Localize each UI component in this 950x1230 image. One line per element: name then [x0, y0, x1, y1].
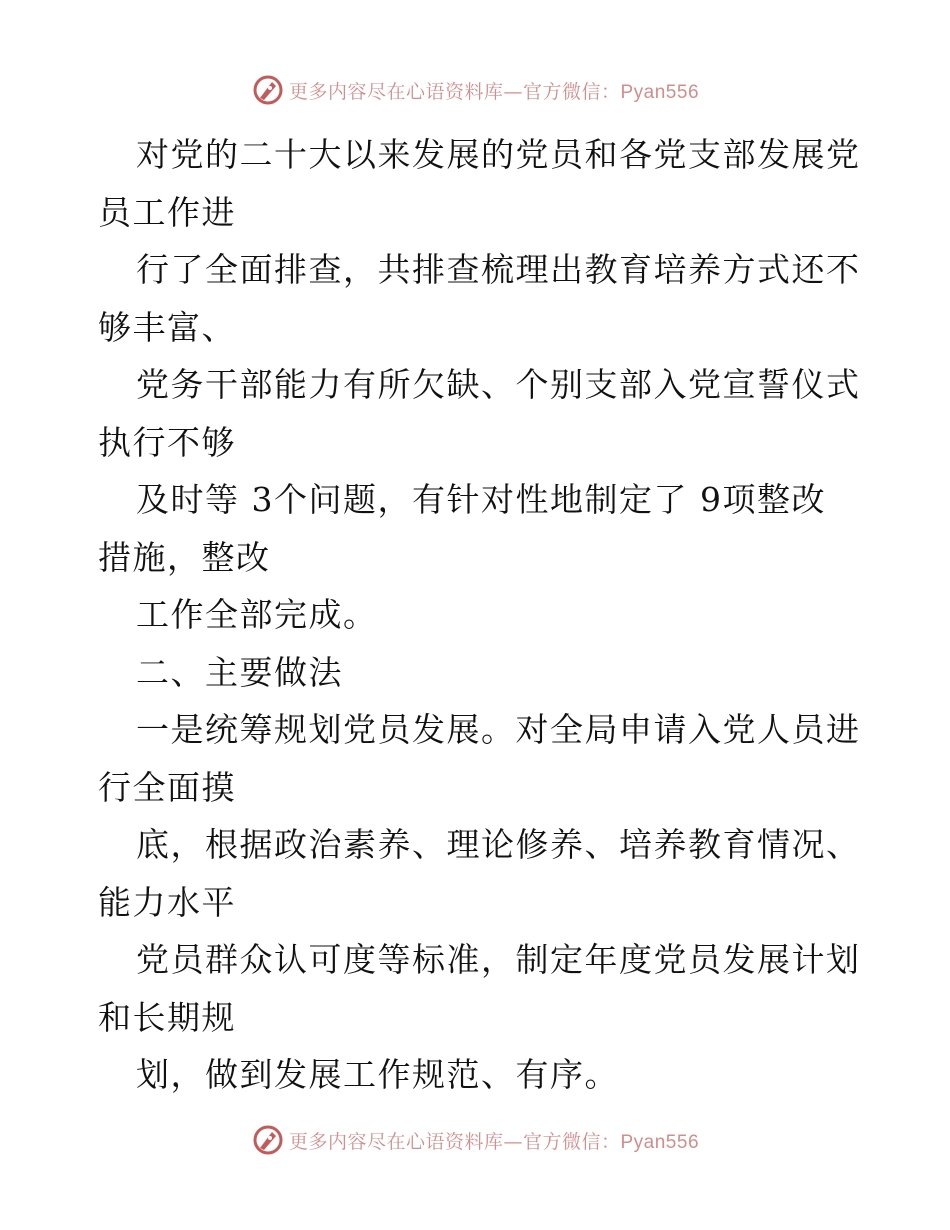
- text-line: 划，做到发展工作规范、有序。: [136, 1055, 619, 1094]
- wechat-id: Pyan556: [620, 81, 700, 103]
- text-line: 党员群众认可度等标准，制定年度党员发展计划: [136, 940, 861, 979]
- watermark-text: 更多内容尽在心语资料库—官方微信：Pyan556: [288, 80, 700, 103]
- text-line: 措施，整改: [98, 537, 271, 577]
- watermark-text: 更多内容尽在心语资料库—官方微信：Pyan556: [288, 1130, 700, 1153]
- footer-watermark-banner: [0, 1120, 950, 1160]
- text-line: 行全面摸: [98, 767, 236, 807]
- pen-nib-circle-icon: [251, 73, 285, 107]
- text-line: 执行不够: [98, 422, 236, 462]
- text-line: 能力水平: [98, 882, 236, 922]
- header-watermark-banner: [0, 70, 950, 110]
- text-line: 对党的二十大以来发展的党员和各党支部发展党: [136, 135, 861, 174]
- text-line: 底，根据政治素养、理论修养、培养教育情况、: [136, 825, 861, 864]
- text-line: 工作全部完成。: [136, 595, 378, 634]
- text-line: 及时等 3个问题，有针对性地制定了 9项整改: [136, 480, 826, 519]
- text-line: 够丰富、: [98, 307, 236, 347]
- text-line: 和长期规: [98, 997, 236, 1037]
- text-line: 二、主要做法: [136, 652, 343, 692]
- wechat-id: Pyan556: [620, 1131, 700, 1153]
- text-line: 行了全面排查，共排查梳理出教育培养方式还不: [136, 250, 861, 289]
- text-line: 员工作进: [98, 192, 236, 232]
- text-line: 党务干部能力有所欠缺、个别支部入党宣誓仪式: [136, 365, 861, 404]
- document-body: [98, 126, 861, 1104]
- text-line: 一是统筹规划党员发展。对全局申请入党人员进: [136, 710, 861, 749]
- pen-nib-circle-icon: [251, 1123, 285, 1157]
